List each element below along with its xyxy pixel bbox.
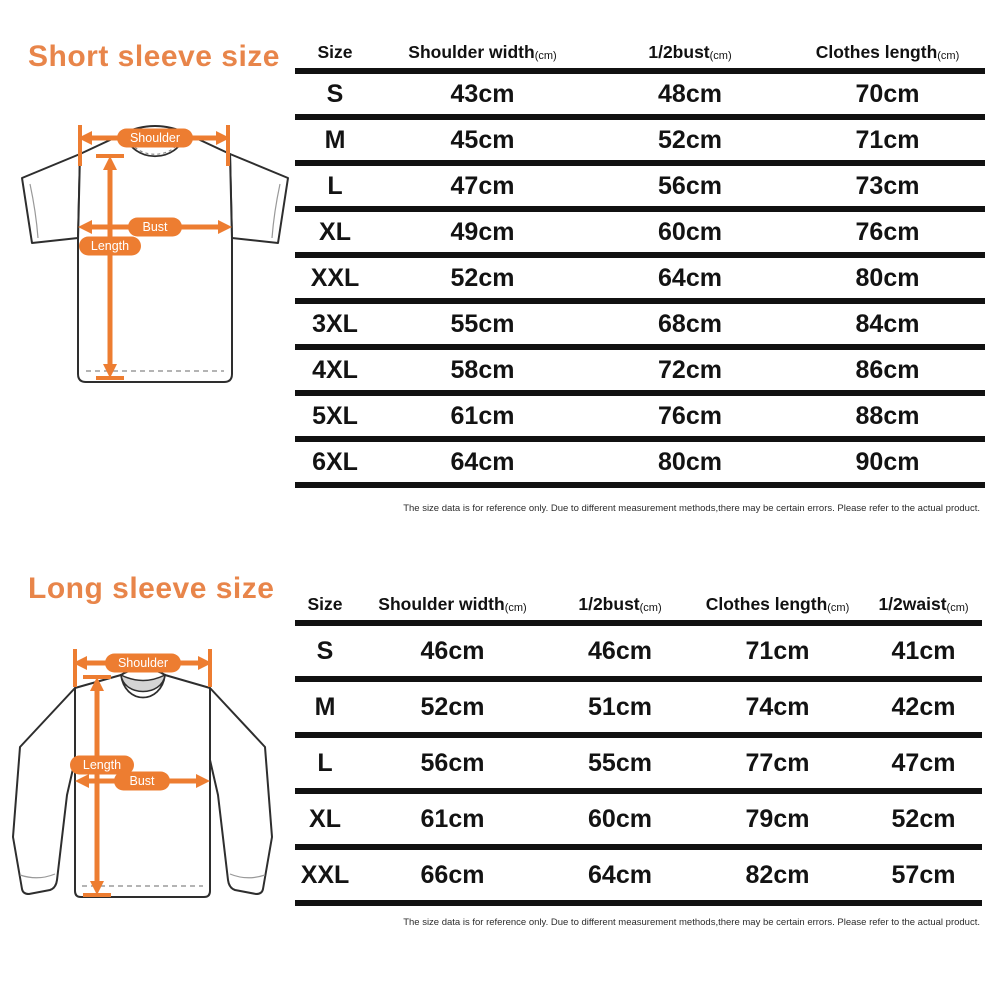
table-cell: XL: [309, 804, 341, 833]
table-row: [295, 396, 985, 436]
table-cell: 71cm: [745, 636, 810, 665]
shoulder-label-pill: [105, 654, 181, 673]
table-cell: 90cm: [855, 447, 920, 476]
table-cell: XL: [319, 217, 351, 246]
table-cell: 84cm: [855, 309, 920, 338]
table-cell: L: [317, 748, 333, 777]
table-cell: 71cm: [855, 125, 920, 154]
table-cell: 79cm: [745, 804, 810, 833]
row-divider: [295, 900, 982, 906]
table-row: [295, 304, 985, 344]
header-size: Size: [317, 42, 353, 62]
table-cell: 52cm: [420, 692, 485, 721]
svg-text:Length: Length: [90, 239, 130, 253]
table-cell: 64cm: [450, 447, 515, 476]
table-cell: 70cm: [855, 79, 920, 108]
table-cell: 68cm: [658, 309, 722, 338]
table-header-row: [295, 588, 982, 620]
table-cell: 86cm: [855, 355, 920, 384]
table-cell: 76cm: [855, 217, 920, 246]
header-clothes-length: Clothes length(cm): [815, 42, 960, 62]
table-row: [295, 350, 985, 390]
table-cell: S: [326, 79, 344, 108]
table-cell: 5XL: [312, 401, 358, 430]
table-cell: 42cm: [891, 692, 956, 721]
table-cell: 48cm: [658, 79, 722, 108]
table-row: [295, 166, 985, 206]
table-row: [295, 442, 985, 482]
table-cell: 73cm: [855, 171, 920, 200]
table-cell: S: [316, 636, 334, 665]
table-cell: 52cm: [658, 125, 722, 154]
short-table-disclaimer: The size data is for reference only. Due to different measurement methods,there may be certain errors. Please refer to the actual product.: [403, 503, 980, 514]
short-sleeve-diagram: [8, 110, 298, 400]
bust-label-pill: [128, 218, 182, 237]
table-cell: 82cm: [745, 860, 810, 889]
svg-text:Bust: Bust: [129, 774, 155, 788]
table-cell: 6XL: [312, 447, 358, 476]
long-table-disclaimer: The size data is for reference only. Due to different measurement methods,there may be certain errors. Please refer to the actual product.: [403, 917, 980, 928]
table-cell: 77cm: [745, 748, 810, 777]
header-shoulder-width: Shoulder width(cm): [408, 42, 557, 62]
long-sleeve-diagram: [5, 625, 305, 915]
long-sleeve-title: Long sleeve size: [28, 572, 275, 605]
table-cell: 49cm: [450, 217, 515, 246]
table-cell: M: [324, 125, 346, 154]
svg-text:Length: Length: [82, 758, 122, 772]
table-cell: 47cm: [891, 748, 956, 777]
table-cell: 60cm: [658, 217, 722, 246]
table-cell: 57cm: [891, 860, 956, 889]
table-cell: 52cm: [891, 804, 956, 833]
table-cell: 64cm: [658, 263, 722, 292]
table-cell: 55cm: [588, 748, 652, 777]
table-cell: 46cm: [588, 636, 652, 665]
table-cell: 56cm: [658, 171, 722, 200]
header-clothes-length: Clothes length(cm): [705, 594, 850, 614]
table-cell: 41cm: [891, 636, 956, 665]
long-sleeve-size-table: [295, 588, 982, 906]
length-label-pill: [79, 237, 141, 256]
table-cell: 72cm: [658, 355, 722, 384]
table-cell: XXL: [310, 263, 360, 292]
table-cell: XXL: [300, 860, 350, 889]
tshirt-outline-icon: [22, 126, 288, 382]
table-header-row: [295, 36, 985, 68]
table-cell: 88cm: [855, 401, 920, 430]
header-half-bust: 1/2bust(cm): [648, 42, 732, 62]
header-shoulder-width: Shoulder width(cm): [378, 594, 527, 614]
table-cell: 51cm: [588, 692, 652, 721]
table-cell: 4XL: [312, 355, 358, 384]
table-cell: 60cm: [588, 804, 652, 833]
table-cell: 56cm: [420, 748, 485, 777]
svg-text:Shoulder: Shoulder: [117, 656, 169, 670]
table-row: [295, 258, 985, 298]
table-cell: 3XL: [312, 309, 358, 338]
table-cell: 80cm: [658, 447, 722, 476]
table-cell: 74cm: [745, 692, 810, 721]
table-cell: 43cm: [450, 79, 515, 108]
table-cell: 66cm: [420, 860, 485, 889]
short-sleeve-title: Short sleeve size: [28, 40, 280, 73]
table-row: [295, 682, 982, 732]
row-divider: [295, 482, 985, 488]
table-cell: 64cm: [588, 860, 652, 889]
table-row: [295, 738, 982, 788]
table-row: [295, 212, 985, 252]
svg-text:Shoulder: Shoulder: [129, 131, 181, 145]
table-cell: 55cm: [450, 309, 515, 338]
shoulder-label-pill: [117, 129, 193, 148]
table-cell: 61cm: [450, 401, 515, 430]
header-half-bust: 1/2bust(cm): [578, 594, 662, 614]
table-cell: 61cm: [420, 804, 485, 833]
table-row: [295, 794, 982, 844]
table-row: [295, 74, 985, 114]
table-row: [295, 626, 982, 676]
table-row: [295, 850, 982, 900]
table-cell: 76cm: [658, 401, 722, 430]
table-cell: 46cm: [420, 636, 485, 665]
table-cell: 58cm: [450, 355, 515, 384]
table-cell: M: [314, 692, 336, 721]
header-half-waist: 1/2waist(cm): [878, 594, 969, 614]
table-cell: L: [327, 171, 343, 200]
svg-text:Bust: Bust: [142, 220, 168, 234]
table-cell: 45cm: [450, 125, 515, 154]
table-row: [295, 120, 985, 160]
table-cell: 80cm: [855, 263, 920, 292]
bust-label-pill: [114, 772, 170, 791]
header-size: Size: [307, 594, 343, 614]
table-cell: 47cm: [450, 171, 515, 200]
table-cell: 52cm: [450, 263, 515, 292]
short-sleeve-size-table: [295, 36, 985, 488]
